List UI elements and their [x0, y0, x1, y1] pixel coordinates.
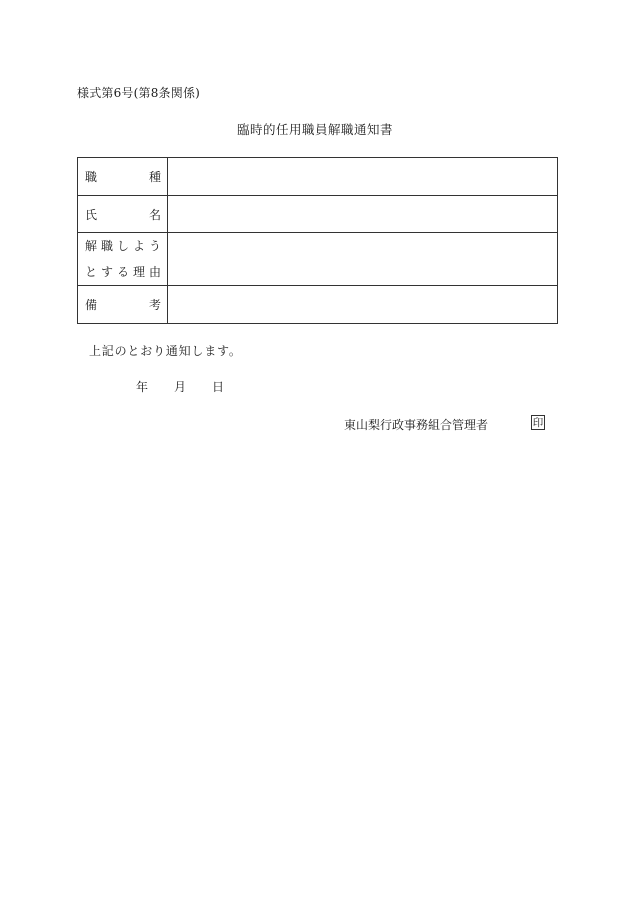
table-row-remarks [78, 286, 558, 324]
notice-text: 上記のとおり通知します。 [89, 344, 242, 358]
value-remarks [168, 286, 558, 324]
table-row-job-type [78, 158, 558, 196]
label-char: 職 [100, 239, 113, 253]
date-day: 日 [212, 380, 225, 394]
label-char: と [85, 265, 98, 279]
label-char: 考 [148, 298, 161, 312]
label-job-type [78, 158, 168, 196]
label-char: 職 [85, 170, 98, 184]
label-remarks [78, 286, 168, 324]
date-year: 年 [136, 380, 149, 394]
label-char: 種 [148, 170, 161, 184]
table-row-name [78, 196, 558, 233]
document-title: 臨時的任用職員解職通知書 [236, 122, 393, 137]
date-month: 月 [174, 380, 187, 394]
label-name [78, 196, 168, 233]
label-char: 理 [132, 265, 145, 279]
date-line [136, 378, 224, 395]
notice-form-table [77, 157, 558, 324]
seal-mark: 印 [532, 417, 544, 429]
label-reason-line1 [85, 233, 161, 259]
spread-text [85, 296, 161, 313]
label-char: 名 [148, 207, 161, 222]
label-reason-line2 [85, 259, 161, 285]
value-reason [168, 233, 558, 286]
label-char: 由 [148, 265, 161, 279]
label-char: よ [132, 239, 145, 253]
table-row-reason [78, 233, 558, 286]
label-char: 備 [85, 298, 98, 312]
form-number: 様式第6号(第8条関係) [77, 86, 201, 100]
label-char: し [116, 239, 129, 253]
spread-text [85, 206, 161, 223]
spread-text [85, 168, 161, 185]
label-char: 解 [85, 239, 98, 253]
label-char: る [116, 265, 129, 279]
label-char: 氏 [85, 207, 98, 222]
value-name [168, 196, 558, 233]
issuer-name: 東山梨行政事務組合管理者 [344, 418, 489, 432]
label-reason [78, 233, 168, 286]
label-char: う [148, 239, 161, 253]
label-char: す [100, 265, 113, 279]
value-job-type [168, 158, 558, 196]
